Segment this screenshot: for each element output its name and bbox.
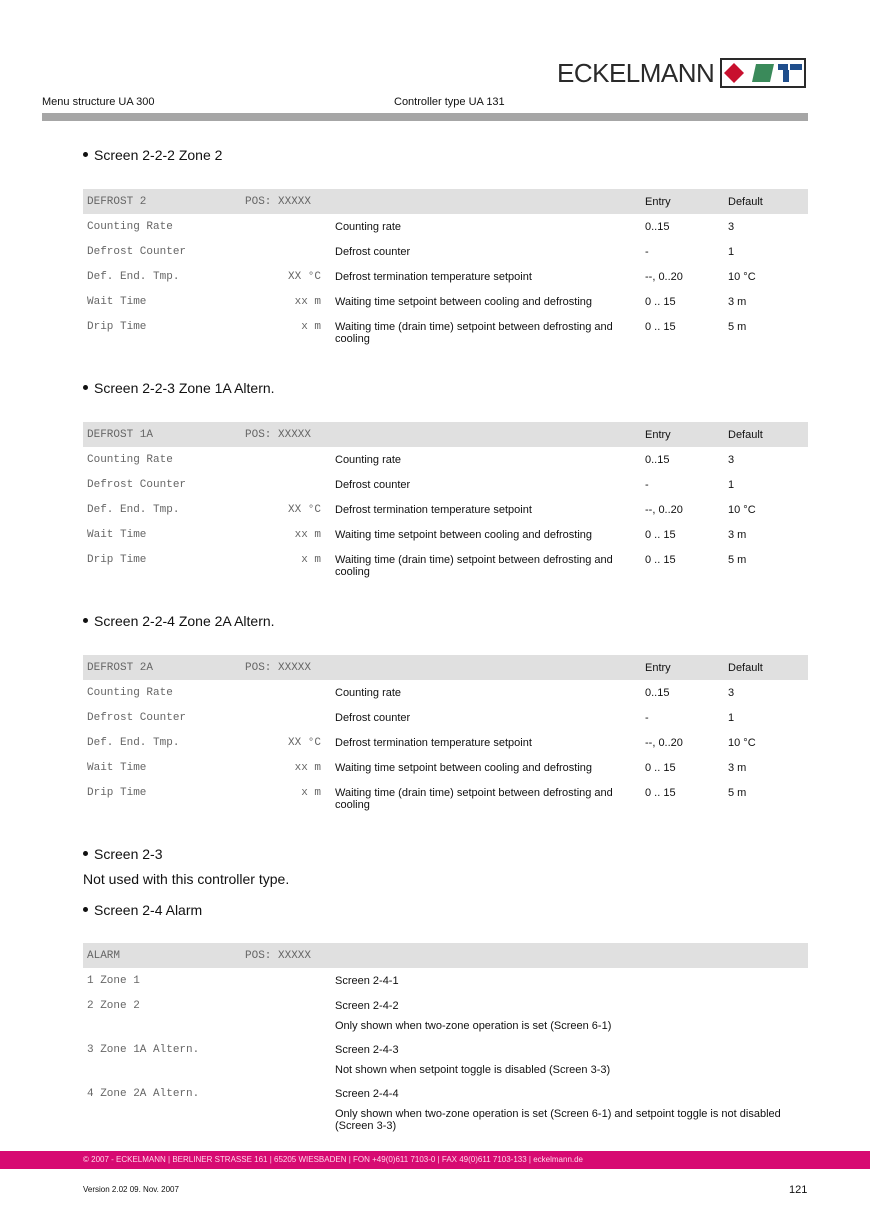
table-row: Def. End. Tmp. XX °C Defrost termination temperature setpoint --, 0..20 10 °C	[87, 737, 756, 749]
parameter-table	[83, 655, 808, 814]
table-row: Defrost Counter Defrost counter - 1	[87, 246, 735, 258]
table-row: Counting Rate Counting rate 0..15 3	[87, 687, 735, 699]
table-header-row: DEFROST 1A POS: XXXXX Entry Default	[83, 422, 808, 447]
table-row: Drip Time x m Waiting time (drain time) setpoint between defrosting and cooling 0 .. 15 5 m	[87, 321, 747, 345]
table-row: 3 Zone 1A Altern. Screen 2-4-3 Not shown when setpoint toggle is disabled (Screen 3-3)	[87, 1044, 611, 1076]
section-heading: Screen 2-2-2 Zone 2	[83, 147, 222, 163]
logo-mark-icon	[720, 58, 806, 88]
section-heading: Screen 2-2-3 Zone 1A Altern.	[83, 380, 275, 396]
table-row: Defrost Counter Defrost counter - 1	[87, 712, 735, 724]
page-number: 121	[789, 1184, 808, 1196]
table-header-row: ALARM POS: XXXXX	[83, 943, 808, 968]
table-row: Wait Time xx m Waiting time setpoint between cooling and defrosting 0 .. 15 3 m	[87, 529, 747, 541]
header-controller-type: Controller type UA 131	[394, 96, 505, 108]
footer-address: © 2007 - ECKELMANN | BERLINER STRASSE 161 | 65205 WIESBADEN | FON +49(0)611 7103-0 | FAX 49(0)611 7103-133 | eckelmann.de	[83, 1155, 584, 1164]
table-row: 2 Zone 2 Screen 2-4-2 Only shown when two-zone operation is set (Screen 6-1)	[87, 1000, 612, 1032]
section-heading: Screen 2-3	[83, 846, 162, 862]
table-row: Counting Rate Counting rate 0..15 3	[87, 454, 735, 466]
table-row: Defrost Counter Defrost counter - 1	[87, 479, 735, 491]
version-info: Version 2.02 09. Nov. 2007	[83, 1185, 179, 1194]
header-divider	[42, 113, 808, 121]
table-row: Drip Time x m Waiting time (drain time) setpoint between defrosting and cooling 0 .. 15 5 m	[87, 787, 747, 811]
table-row: Def. End. Tmp. XX °C Defrost termination temperature setpoint --, 0..20 10 °C	[87, 271, 756, 283]
parameter-table	[83, 422, 808, 581]
section-note: Not used with this controller type.	[83, 871, 290, 887]
logo-text: ECKELMANN	[557, 57, 715, 88]
header-manual-title: Menu structure UA 300	[42, 96, 155, 108]
parameter-table	[83, 189, 808, 348]
table-row: 1 Zone 1 Screen 2-4-1	[87, 975, 399, 987]
table-row: Wait Time xx m Waiting time setpoint between cooling and defrosting 0 .. 15 3 m	[87, 296, 747, 308]
alarm-table	[83, 943, 808, 1135]
table-header-row: DEFROST 2A POS: XXXXX Entry Default	[83, 655, 808, 680]
table-header-row: DEFROST 2 POS: XXXXX Entry Default	[83, 189, 808, 214]
company-logo	[557, 58, 806, 88]
table-row: 4 Zone 2A Altern. Screen 2-4-4 Only shown when two-zone operation is set (Screen 6-1) and setpoint toggle is not disabled (Screen 3-3)	[87, 1088, 781, 1132]
table-row: Wait Time xx m Waiting time setpoint between cooling and defrosting 0 .. 15 3 m	[87, 762, 747, 774]
table-row: Drip Time x m Waiting time (drain time) setpoint between defrosting and cooling 0 .. 15 5 m	[87, 554, 747, 578]
table-row: Def. End. Tmp. XX °C Defrost termination temperature setpoint --, 0..20 10 °C	[87, 504, 756, 516]
section-heading: Screen 2-4 Alarm	[83, 902, 202, 918]
section-heading: Screen 2-2-4 Zone 2A Altern.	[83, 613, 275, 629]
table-row: Counting Rate Counting rate 0..15 3	[87, 221, 735, 233]
